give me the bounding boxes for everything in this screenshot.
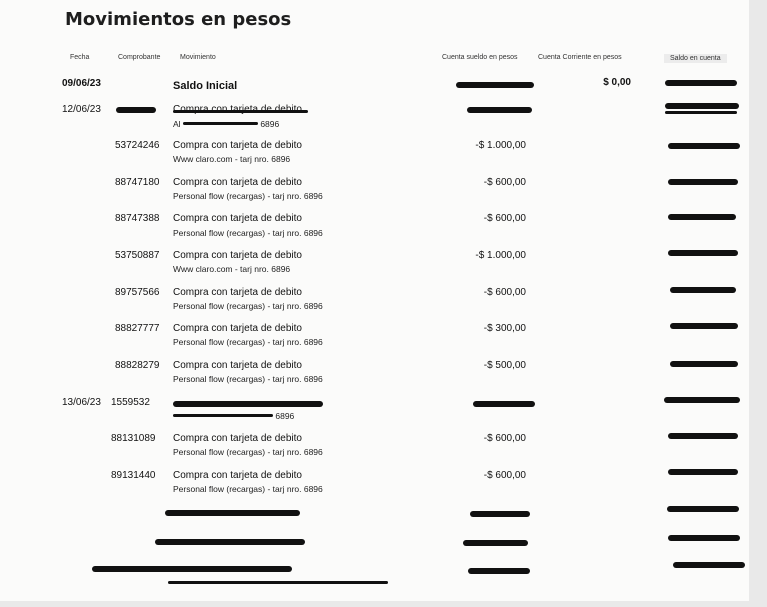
page-title: Movimientos en pesos xyxy=(65,9,292,30)
redaction-mark xyxy=(456,82,534,88)
redaction-mark xyxy=(668,179,738,185)
row-movement: Compra con tarjeta de debito xyxy=(173,323,302,334)
row-movement: Compra con tarjeta de debito xyxy=(173,213,302,224)
redaction-mark xyxy=(173,401,323,407)
row-amount: -$ 1.000,00 xyxy=(475,140,526,151)
row-amount: -$ 1.000,00 xyxy=(475,250,526,261)
redaction-mark xyxy=(473,401,535,407)
row-amount: -$ 600,00 xyxy=(483,433,526,444)
redaction-mark xyxy=(155,539,305,545)
row-movement: Compra con tarjeta de debito xyxy=(173,360,302,371)
header-fecha: Fecha xyxy=(70,54,90,61)
redaction-mark xyxy=(665,80,737,86)
row-amount: -$ 500,00 xyxy=(483,360,526,371)
redaction-mark xyxy=(668,535,740,541)
redaction-mark xyxy=(165,510,300,516)
header-saldo-en-cuenta: Saldo en cuenta xyxy=(664,54,727,63)
row-cuenta-corriente: $ 0,00 xyxy=(603,77,631,88)
redaction-mark xyxy=(92,566,292,572)
redaction-mark xyxy=(668,143,740,149)
row-comprobante: 88131089 xyxy=(111,433,156,444)
header-comprobante: Comprobante xyxy=(118,54,161,61)
redaction-mark xyxy=(670,361,738,367)
row-date: 12/06/23 xyxy=(62,104,101,115)
redaction-mark xyxy=(467,107,532,113)
row-movement-detail: Www claro.com - tarj nro. 6896 xyxy=(173,264,291,274)
row-amount: -$ 600,00 xyxy=(483,213,526,224)
row-date: 13/06/23 xyxy=(62,397,101,408)
redaction-mark xyxy=(668,250,738,256)
row-amount: -$ 600,00 xyxy=(483,470,526,481)
row-date: 09/06/23 xyxy=(62,78,101,89)
redaction-mark xyxy=(668,433,738,439)
redaction-mark xyxy=(673,562,745,568)
row-movement-detail: Www claro.com - tarj nro. 6896 xyxy=(173,154,291,164)
row-movement-detail: 6896 xyxy=(173,411,294,421)
row-comprobante: 89131440 xyxy=(111,470,156,481)
header-movimiento: Movimiento xyxy=(180,54,216,61)
row-label: Saldo Inicial xyxy=(173,80,238,92)
redaction-mark xyxy=(468,568,530,574)
row-movement-detail: Personal flow (recargas) - tarj nro. 6896 xyxy=(173,447,323,457)
row-comprobante: 88747388 xyxy=(115,213,160,224)
redaction-mark xyxy=(668,214,736,220)
redaction-mark xyxy=(664,397,740,403)
row-movement: Compra con tarjeta de debito xyxy=(173,433,302,444)
redaction-mark xyxy=(670,287,736,293)
redaction-mark xyxy=(665,111,737,114)
redaction-mark xyxy=(667,506,739,512)
redaction-mark xyxy=(668,469,738,475)
row-comprobante: 88828279 xyxy=(115,360,160,371)
row-movement-detail: Personal flow (recargas) - tarj nro. 6896 xyxy=(173,374,323,384)
redaction-mark xyxy=(670,323,738,329)
row-movement-detail: Personal flow (recargas) - tarj nro. 6896 xyxy=(173,337,323,347)
row-amount: -$ 300,00 xyxy=(483,323,526,334)
row-movement: Compra con tarjeta de debito xyxy=(173,177,302,188)
header-cuenta-corriente: Cuenta Corriente en pesos xyxy=(538,54,622,61)
row-movement-detail: Al 6896 xyxy=(173,119,280,129)
row-comprobante: 53750887 xyxy=(115,250,160,261)
row-movement: Compra con tarjeta de debito xyxy=(173,250,302,261)
row-comprobante: 88747180 xyxy=(115,177,160,188)
row-comprobante: 88827777 xyxy=(115,323,160,334)
header-cuenta-sueldo: Cuenta sueldo en pesos xyxy=(442,54,518,61)
redaction-mark xyxy=(665,103,739,109)
redaction-mark xyxy=(168,581,388,584)
row-movement-detail: Personal flow (recargas) - tarj nro. 6896 xyxy=(173,301,323,311)
row-movement-detail: Personal flow (recargas) - tarj nro. 6896 xyxy=(173,484,323,494)
redaction-mark xyxy=(173,110,308,113)
row-movement: Compra con tarjeta de debito xyxy=(173,140,302,151)
row-amount: -$ 600,00 xyxy=(483,287,526,298)
row-movement-detail: Personal flow (recargas) - tarj nro. 6896 xyxy=(173,228,323,238)
row-movement: Compra con tarjeta de debito xyxy=(173,470,302,481)
row-comprobante: 1559532 xyxy=(111,397,150,408)
redaction-mark xyxy=(116,107,156,113)
row-movement-detail: Personal flow (recargas) - tarj nro. 6896 xyxy=(173,191,323,201)
redaction-mark xyxy=(470,511,530,517)
row-comprobante: 53724246 xyxy=(115,140,160,151)
row-comprobante: 89757566 xyxy=(115,287,160,298)
redaction-mark xyxy=(463,540,528,546)
row-movement: Compra con tarjeta de debito xyxy=(173,287,302,298)
row-amount: -$ 600,00 xyxy=(483,177,526,188)
